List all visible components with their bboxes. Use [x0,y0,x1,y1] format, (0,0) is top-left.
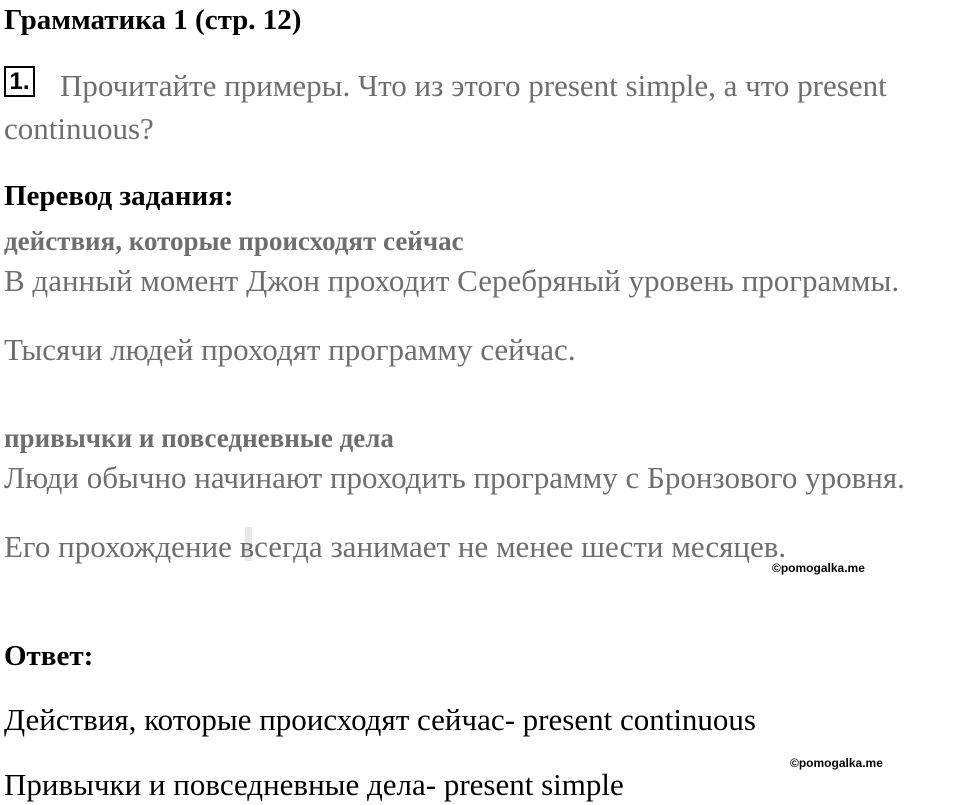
answer-heading: Ответ: [4,640,94,672]
watermark: ©pomogalka.me [772,561,865,575]
translation-heading: Перевод задания: [4,180,234,212]
watermark: ©pomogalka.me [790,756,883,770]
section2-line-2: Его прохождение всегда занимает не менее шести месяцев. [4,529,787,564]
section1-line-1: В данный момент Джон проходит Серебряный уровень программы. [4,263,900,298]
section1-line-2: Тысячи людей проходят программу сейчас. [4,332,576,367]
answer-line-1: Действия, которые происходят сейчас- present continuous [4,702,756,737]
task-number-box: 1. [4,66,35,97]
section2-line-1: Люди обычно начинают проходить программу с Бронзового уровня. [4,460,905,495]
section1-heading: действия, которые происходят сейчас [4,226,464,256]
answer-line-2: Привычки и повседневные дела- present simple [4,767,624,802]
page-title: Грамматика 1 (стр. 12) [4,4,302,36]
section2-heading: привычки и повседневные дела [4,423,394,453]
task-text: Прочитайте примеры. Что из этого present simple, а что present continuous? [4,68,887,146]
